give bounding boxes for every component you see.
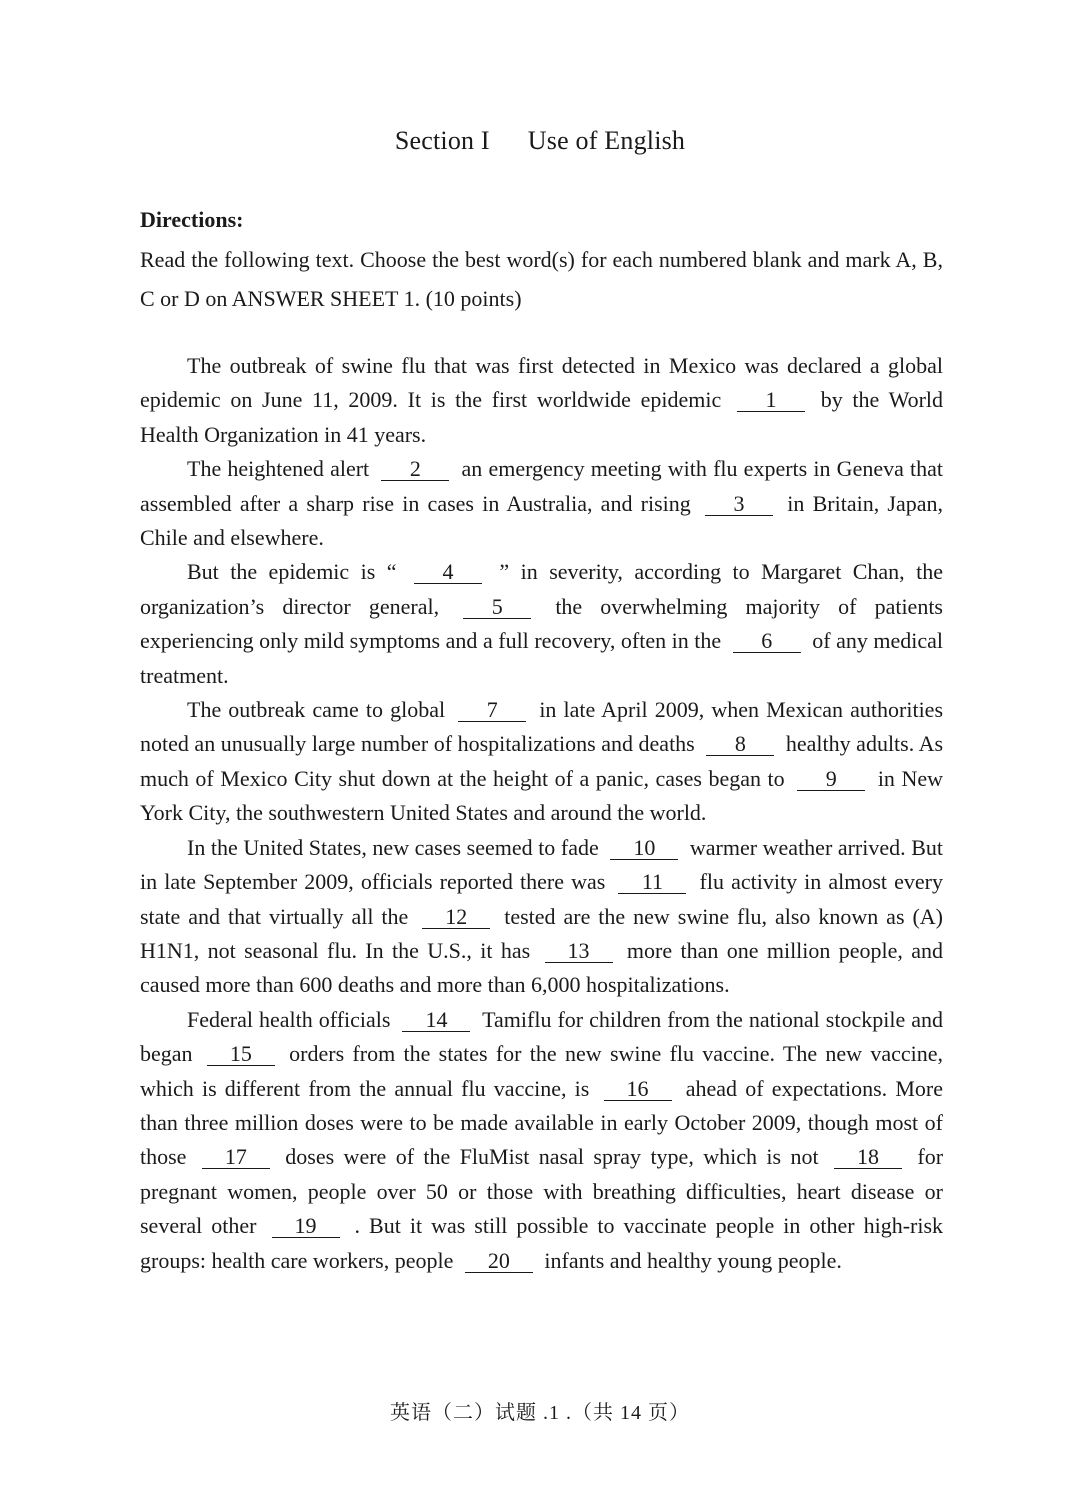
passage-text: by the World Health Organization in 41 years. <box>140 387 944 447</box>
passage-text: . But it was still possible to vaccinate people in other high-risk groups: health care workers, people <box>140 1213 944 1273</box>
numbered-blank: 17 <box>202 1146 270 1169</box>
passage-text: ahead of expectations. More than three million doses were to be made available in early October 2009, though most of those <box>140 1075 944 1170</box>
passage-text: In the United States, new cases seemed to fade <box>187 834 599 860</box>
numbered-blank: 20 <box>465 1250 533 1273</box>
passage-paragraph <box>140 1003 943 1278</box>
passage-text: the overwhelming majority of patients experiencing only mild symptoms and a full recovery, often in the <box>140 593 943 654</box>
passage-text: warmer weather arrived. But in late September 2009, officials reported there was <box>140 834 943 895</box>
passage-text: infants and healthy young people. <box>544 1247 842 1273</box>
numbered-blank: 13 <box>545 940 613 963</box>
passage-text: Tamiflu for children from the national stockpile and began <box>140 1006 944 1067</box>
numbered-blank: 15 <box>207 1043 275 1066</box>
passage-text: more than one million people, and caused more than 600 deaths and more than 6,000 hospitalizations. <box>140 937 944 998</box>
passage-text: for pregnant women, people over 50 or those with breathing difficulties, heart disease or several other <box>140 1144 944 1239</box>
numbered-blank: 8 <box>706 733 774 756</box>
passage-paragraph <box>140 349 943 452</box>
passage-text: an emergency meeting with flu experts in Geneva that assembled after a sharp rise in cases in Australia, and rising <box>140 456 944 516</box>
numbered-blank: 19 <box>272 1215 340 1238</box>
numbered-blank: 9 <box>797 768 865 791</box>
directions-text: Read the following text. Choose the best word(s) for each numbered blank and mark A, B, C or D on ANSWER SHEET 1. (10 points) <box>140 247 943 311</box>
passage-text: Federal health officials <box>187 1006 391 1032</box>
section-number: Section I <box>394 126 490 155</box>
passage-text: in Britain, Japan, Chile and elsewhere. <box>140 490 944 551</box>
directions-heading: Directions: <box>140 207 244 232</box>
passage-text: ” in severity, according to Margaret Chan, the organization’s director general, <box>140 559 944 619</box>
section-title <box>0 126 1080 156</box>
numbered-blank: 14 <box>402 1009 470 1032</box>
numbered-blank: 5 <box>463 596 531 619</box>
numbered-blank: 4 <box>414 561 482 584</box>
passage-paragraph <box>140 693 943 831</box>
numbered-blank: 7 <box>458 699 526 722</box>
numbered-blank: 3 <box>705 493 773 516</box>
numbered-blank: 11 <box>618 871 686 894</box>
passage-text: doses were of the FluMist nasal spray type, which is not <box>285 1144 819 1170</box>
passage-text: The outbreak of swine flu that was first detected in Mexico was declared a global epidemic on June 11, 2009. It is the first worldwide epidemic <box>140 353 943 413</box>
passage-text: The heightened alert <box>187 456 370 482</box>
numbered-blank: 18 <box>834 1146 902 1169</box>
passage-text: healthy adults. As much of Mexico City shut down at the height of a panic, cases began to <box>140 731 944 791</box>
page-footer: 英语（二）试题 .1 .（共 14 页） <box>390 1402 690 1424</box>
numbered-blank: 12 <box>422 906 490 929</box>
passage-text: of any medical treatment. <box>140 628 944 688</box>
numbered-blank: 1 <box>737 389 805 412</box>
passage <box>140 349 943 1278</box>
passage-text: orders from the states for the new swine flu vaccine. The new vaccine, which is different from the annual flu vaccine, is <box>140 1041 944 1101</box>
numbered-blank: 6 <box>733 630 801 653</box>
passage-paragraph <box>140 555 943 693</box>
passage-paragraph <box>140 452 943 555</box>
numbered-blank: 10 <box>610 837 678 860</box>
section-name: Use of English <box>527 126 686 155</box>
passage-text: The outbreak came to global <box>187 697 446 723</box>
passage-text: in New York City, the southwestern United States and around the world. <box>140 765 944 826</box>
passage-paragraph <box>140 831 943 1003</box>
passage-text: tested are the new swine flu, also known as (A) H1N1, not seasonal flu. In the U.S., it has <box>140 903 944 963</box>
passage-text: But the epidemic is “ <box>187 559 397 585</box>
passage-text: flu activity in almost every state and that virtually all the <box>140 869 944 929</box>
numbered-blank: 16 <box>604 1078 672 1101</box>
numbered-blank: 2 <box>381 458 449 481</box>
passage-text: in late April 2009, when Mexican authorities noted an unusually large number of hospitalizations and deaths <box>140 697 944 757</box>
